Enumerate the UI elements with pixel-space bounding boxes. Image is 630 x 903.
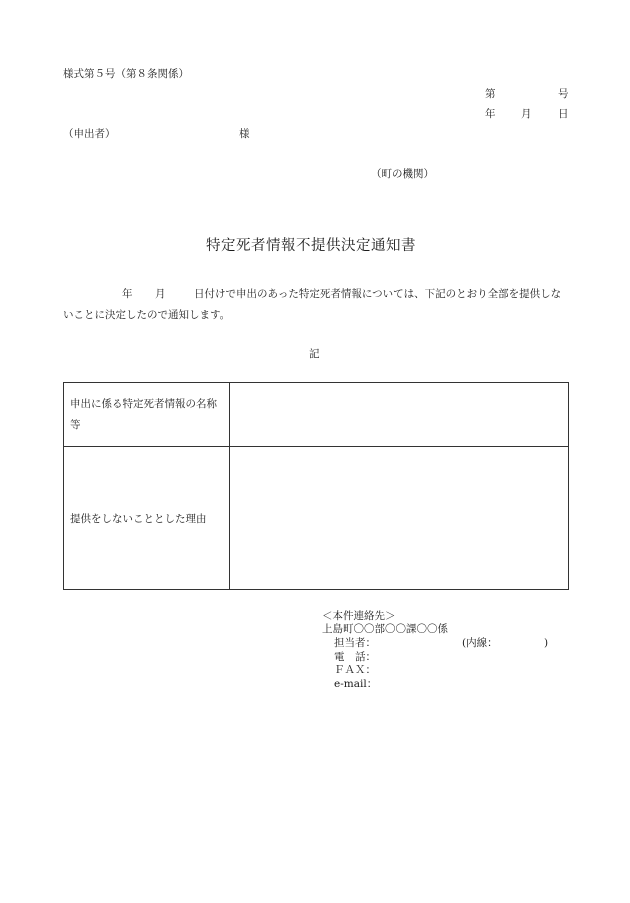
contact-person-label: 担当者： bbox=[334, 637, 376, 649]
contact-phone-label: 電 話： bbox=[334, 651, 376, 663]
contact-extension-close: ) bbox=[544, 637, 549, 649]
agency-label: （町の機関） bbox=[371, 168, 434, 180]
table-row-label-reason: 提供をしないこととした理由 bbox=[70, 513, 207, 525]
body-date-month: 月 bbox=[155, 288, 166, 300]
info-table bbox=[63, 382, 569, 590]
document-title: 特定死者情報不提供決定通知書 bbox=[206, 238, 416, 254]
table-row-divider bbox=[64, 446, 568, 447]
form-number: 様式第５号（第８条関係） bbox=[63, 68, 189, 80]
applicant-label: （申出者） bbox=[63, 128, 116, 140]
date-day: 日 bbox=[558, 108, 569, 120]
doc-number-suffix: 号 bbox=[558, 88, 569, 100]
table-column-divider bbox=[229, 383, 230, 589]
note-heading: 記 bbox=[309, 348, 320, 360]
date-month: 月 bbox=[521, 108, 532, 120]
contact-heading: ＜本件連絡先＞ bbox=[322, 610, 396, 622]
contact-fax-label: ＦＡＸ： bbox=[334, 664, 376, 676]
contact-extension-label: (内線： bbox=[462, 637, 498, 649]
body-paragraph: 日付けで申出のあった特定死者情報については、下記のとおり全部を提供しないことに決定したので通知します。 bbox=[63, 288, 562, 321]
doc-number-prefix: 第 bbox=[485, 88, 496, 100]
contact-email-label: e-mail： bbox=[334, 678, 378, 690]
contact-department: 上島町〇〇部〇〇課〇〇係 bbox=[322, 623, 448, 635]
honorific: 様 bbox=[239, 128, 250, 140]
body-date-year: 年 bbox=[122, 288, 133, 300]
date-year: 年 bbox=[485, 108, 496, 120]
table-row-label-name: 申出に係る特定死者情報の名称等 bbox=[70, 398, 217, 431]
